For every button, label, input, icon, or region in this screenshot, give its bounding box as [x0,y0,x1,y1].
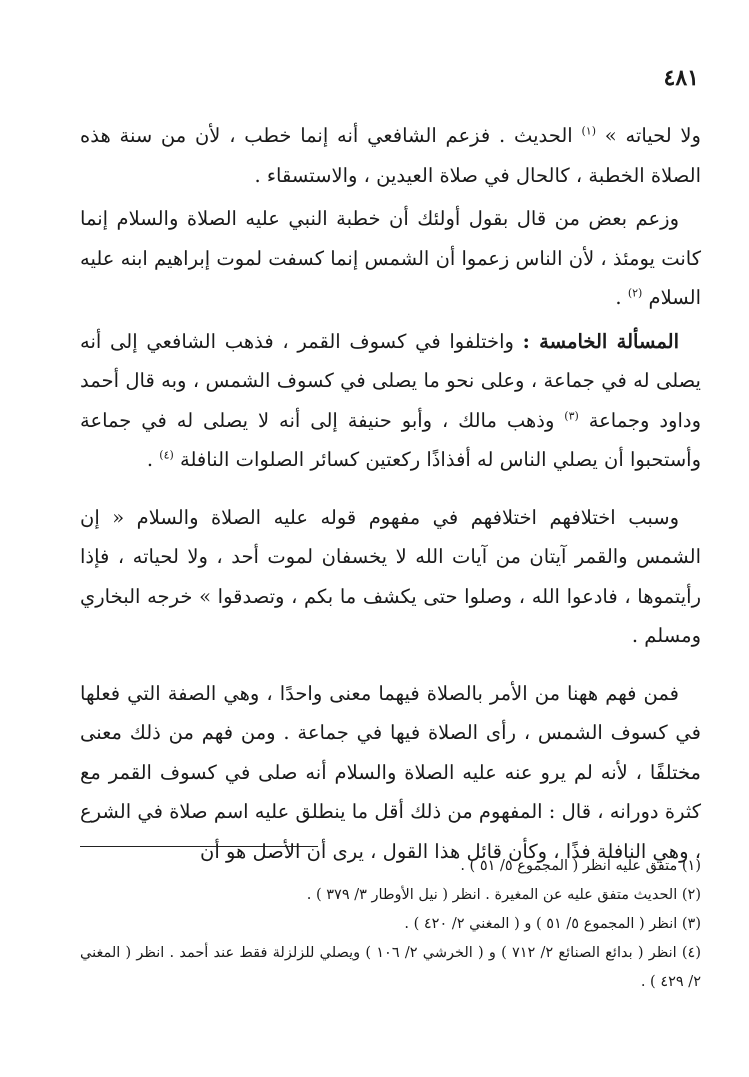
footnote-ref-2: (٢) [627,286,643,300]
footnote-ref-1: (١) [581,124,596,138]
footnote-3: (٣) انظر ( المجموع ٥/ ٥١ ) و ( المغني ٢/ ٤٢٠ ) . [404,916,701,932]
paragraph-1-text-b: الحديث . فزعم الشافعي أنه إنما خطب ، لأن من سنة هذه الصلاة الخطبة ، كالحال في صلاة العيدين ، والاستسقاء . [80,124,701,187]
body-text [80,116,701,871]
paragraph-2-text-b: . [615,286,628,309]
paragraph-1 [80,116,701,195]
paragraph-4 [80,498,701,656]
footnote-2: (٢) الحديث متفق عليه عن المغيرة . انظر ( نيل الأوطار ٣/ ٣٧٩ ) . [306,887,701,903]
footnotes [80,852,701,997]
paragraph-3-text-a: واختلفوا في كسوف القمر ، فذهب الشافعي إلى أنه يصلى له في جماعة ، وعلى نحو ما يصلى في كسوف الشمس ، وبه قال أحمد وداود وجماعة [80,329,701,432]
paragraph-1-text-a: ولا لحياته » [595,124,701,147]
footnote-ref-3: (٣) [564,409,579,422]
paragraph-2 [80,199,701,318]
paragraph-5-text-a: فمن فهم ههنا من الأمر بالصلاة فيهما معنى واحدًا ، وهي الصفة التي فعلها في كسوف الشمس ، رأى الصلاة فيها في جماعة . ومن فهم من ذلك معنى مختلفًا ، لأنه لم يرو عنه عليه الصلاة والسلام أنه صلى في كسوف القمر مع كثرة دورانه ، قال : المفهوم من ذلك أقل ما ينطلق عليه اسم صلاة في الشرع ، وهي النافلة فذًا ، وكأن قائل هذا القول ، يرى أن الأصل هو أن [80,681,701,863]
paragraph-5 [80,674,701,872]
paragraph-3 [80,322,701,480]
section-heading: المسألة الخامسة : [522,329,680,353]
footnote-divider [80,846,318,847]
paragraph-4-text-a: وسبب اختلافهم اختلافهم في مفهوم قوله عليه الصلاة والسلام « إن الشمس والقمر آيتان من آيات الله لا يخسفان لموت أحد ، ولا لحياته ، فإذا رأيتموها ، فادعوا الله ، وصلوا حتى يكشف ما بكم ، وتصدقوا » خرجه البخاري ومسلم . [80,505,701,647]
paragraph-3-text-b: وذهب مالك ، وأبو حنيفة إلى أنه لا يصلى له في جماعة وأستحبوا أن يصلي الناس له أفذاذًا ركعتين كسائر الصلوات النافلة [80,408,701,471]
footnote-1: (١) متفق عليه انظر ( المجموع ٥/ ٥١ ) . [460,858,701,874]
page-number: ٤٨١ [663,65,699,91]
footnote-ref-4: (٤) [159,448,174,462]
paragraph-2-text-a: وزعم بعض من قال بقول أولئك أن خطبة النبي عليه الصلاة والسلام إنما كانت يومئذ ، لأن الناس زعموا أن الشمس إنما كسفت لموت إبراهيم ابنه عليه السلام [80,207,701,309]
paragraph-3-text-c: . [146,448,160,471]
footnote-4: (٤) انظر ( بدائع الصنائع ٢/ ٧١٢ ) و ( الخرشي ٢/ ١٠٦ ) ويصلي للزلزلة فقط عند أحمد . انظر ( المغني ٢/ ٤٢٩ ) . [80,945,702,990]
book-page [80,0,701,1077]
